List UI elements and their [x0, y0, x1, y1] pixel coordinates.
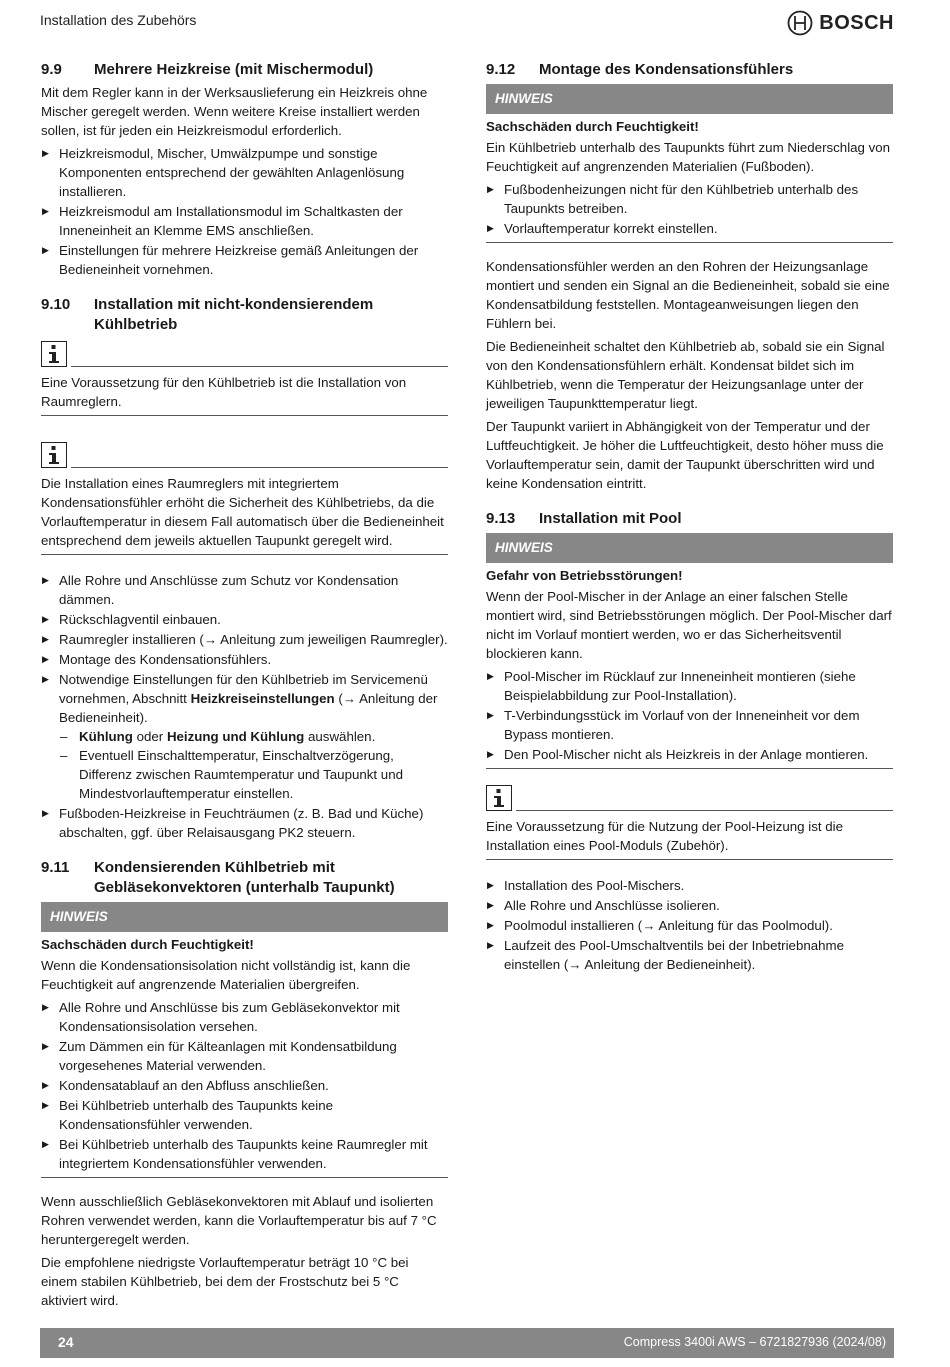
divider [41, 415, 448, 416]
notice-bar: HINWEIS [486, 84, 893, 114]
bullet-list [41, 144, 448, 279]
bullet-list [486, 667, 893, 764]
list-item: ▶ Alle Rohre und Anschlüsse bis zum Gebläsekonvektor mit Kondensationsisolation versehen. [41, 998, 448, 1036]
list-item: ▶ Alle Rohre und Anschlüsse isolieren. [486, 896, 893, 915]
section-heading-9-12 [486, 60, 893, 80]
page-number: 24 [58, 1334, 74, 1350]
paragraph: Kondensationsfühler werden an den Rohren der Heizungsanlage montiert und senden ein Signal an die Bedieneinheit, sobald sie eine Kondensatbildung feststellen. Montageanweisungen liegen den Fühlern bei. [486, 259, 890, 331]
list-item: ▶ Zum Dämmen ein für Kälteanlagen mit Kondensatbildung vorgesehenes Material verwenden. [41, 1037, 448, 1075]
list-item: ▶ T-Verbindungsstück im Vorlauf von der Inneneinheit vor dem Bypass montieren. [486, 706, 893, 744]
list-item: ▶ Raumregler installieren (→ Anleitung zum jeweiligen Raumregler). [41, 630, 448, 649]
info-box-header [41, 341, 448, 367]
list-item: ▶ Heizkreismodul am Installationsmodul im Schaltkasten der Inneneinheit an Klemme EMS anschließen. [41, 202, 448, 240]
info-text: Eine Voraussetzung für den Kühlbetrieb ist die Installation von Raumreglern. [41, 375, 407, 409]
notice-title: Sachschäden durch Feuchtigkeit! [41, 937, 254, 952]
list-item: ▶ Rückschlagventil einbauen. [41, 610, 448, 629]
section-heading-9-13 [486, 509, 893, 529]
list-item: ▶ Montage des Kondensationsfühlers. [41, 650, 448, 669]
sub-item: – Eventuell Einschalttemperatur, Einschaltverzögerung, Differenz zwischen Raumtemperatur und Taupunkt und Mindestvorlauftemperatur einstellen. [59, 746, 448, 803]
list-item: ▶ Kondensatablauf an den Abfluss anschließen. [41, 1076, 448, 1095]
document-id: Compress 3400i AWS – 6721827936 (2024/08) [623, 1335, 886, 1349]
divider [41, 554, 448, 555]
divider [486, 242, 893, 243]
list-item: ▶ Installation des Pool-Mischers. [486, 876, 893, 895]
info-icon [41, 442, 67, 468]
dash-list [59, 727, 448, 803]
section-heading-9-11 [41, 858, 448, 898]
info-box-header [41, 442, 448, 468]
list-item: ▶ Fußboden-Heizkreise in Feuchträumen (z. B. Bad und Küche) abschalten, ggf. über Relaisausgang PK2 steuern. [41, 804, 448, 842]
section-title: Kondensierenden Kühlbetrieb mit Gebläsekonvektoren (unterhalb Taupunkt) [94, 859, 395, 896]
notice-bar: HINWEIS [486, 533, 893, 563]
bosch-logo [787, 10, 894, 36]
list-item: ▶ Vorlauftemperatur korrekt einstellen. [486, 219, 893, 238]
paragraph: Mit dem Regler kann in der Werksauslieferung ein Heizkreis ohne Mischer geregelt werden. Wenn weitere Kreise installiert werden sollen, ist für jeden ein Heizkreismodul erforderlich. [41, 85, 428, 138]
section-number: 9.11 [41, 859, 70, 876]
notice-bar: HINWEIS [41, 902, 448, 932]
section-heading-9-10 [41, 295, 448, 335]
section-number: 9.13 [486, 510, 516, 527]
divider [486, 859, 893, 860]
notice-title: Gefahr von Betriebsstörungen! [486, 568, 683, 583]
list-item: ▶ Einstellungen für mehrere Heizkreise gemäß Anleitungen der Bedieneinheit vornehmen. [41, 241, 448, 279]
section-title: Montage des Kondensationsfühlers [539, 61, 794, 78]
notice-text: Wenn der Pool-Mischer in der Anlage an einer falschen Stelle montiert wird, sind Betriebsstörungen möglich. Der Pool-Mischer darf nicht im Vorlauf montiert werden, wo er das Sicherheitsventil blockieren kann. [486, 589, 892, 661]
list-item: ▶ Alle Rohre und Anschlüsse zum Schutz vor Kondensation dämmen. [41, 571, 448, 609]
bullet-list [486, 876, 893, 974]
list-item: ▶ Bei Kühlbetrieb unterhalb des Taupunkts keine Kondensationsfühler verwenden. [41, 1096, 448, 1134]
footer-bar [40, 1328, 894, 1358]
section-title: Installation mit Pool [539, 510, 682, 527]
section-title: Installation mit nicht-kondensierendem Kühlbetrieb [94, 296, 374, 333]
brand-name: BOSCH [819, 11, 894, 34]
header-title: Installation des Zubehörs [40, 12, 197, 28]
list-item: ▶ Bei Kühlbetrieb unterhalb des Taupunkts keine Raumregler mit integriertem Kondensationsfühler verwenden. [41, 1135, 448, 1173]
list-item: ▶ Poolmodul installieren (→ Anleitung für das Poolmodul). [486, 916, 893, 935]
menu-section-name: Heizkreiseinstellungen [190, 691, 335, 706]
section-title: Mehrere Heizkreise (mit Mischermodul) [94, 61, 374, 78]
notice-text: Wenn die Kondensationsisolation nicht vollständig ist, kann die Feuchtigkeit auf angrenzende Materialien übergreifen. [41, 958, 411, 992]
section-heading-9-9 [41, 60, 448, 80]
section-number: 9.12 [486, 61, 516, 78]
list-item: ▶ Fußbodenheizungen nicht für den Kühlbetrieb unterhalb des Taupunkts betreiben. [486, 180, 893, 218]
right-column [486, 60, 893, 978]
info-text: Eine Voraussetzung für die Nutzung der Pool-Heizung ist die Installation eines Pool-Moduls (Zubehör). [486, 819, 844, 853]
bullet-list [41, 998, 448, 1173]
list-item: ▶ Pool-Mischer im Rücklauf zur Inneneinheit montieren (siehe Beispielabbildung zur Pool-Installation). [486, 667, 893, 705]
paragraph: Der Taupunkt variiert in Abhängigkeit von der Temperatur und der Luftfeuchtigkeit. Je höher die Luftfeuchtigkeit, desto höher muss die Vorlauftemperatur sein, damit der Taupunkt überschritten wird und keine Kondensation eintritt. [486, 419, 884, 491]
paragraph: Die Bedieneinheit schaltet den Kühlbetrieb ab, sobald sie ein Signal von den Kondensationsfühlern erhält. Kondensat bildet sich im Kühlbetrieb, wenn die Temperatur der Heizungsanlage unter der jeweiligen Taupunkttemperatur liegt. [486, 339, 885, 411]
divider [41, 1177, 448, 1178]
info-icon [486, 785, 512, 811]
notice-title: Sachschäden durch Feuchtigkeit! [486, 119, 699, 134]
info-icon [41, 341, 67, 367]
list-item: ▶ Den Pool-Mischer nicht als Heizkreis in der Anlage montieren. [486, 745, 893, 764]
paragraph: Die empfohlene niedrigste Vorlauftemperatur beträgt 10 °C bei einem stabilen Kühlbetrieb, bei dem der Frostschutz bei 5 °C aktiviert wird. [41, 1255, 409, 1308]
info-box-header [486, 785, 893, 811]
notice-text: Ein Kühlbetrieb unterhalb des Taupunkts führt zum Niederschlag von Feuchtigkeit auf angrenzenden Materialien (Fußboden). [486, 140, 891, 174]
left-column [41, 60, 448, 1314]
divider [486, 768, 893, 769]
section-number: 9.10 [41, 296, 71, 313]
list-item: ▶ Laufzeit des Pool-Umschaltventils bei der Inbetriebnahme einstellen (→ Anleitung der Bedieneinheit). [486, 936, 893, 974]
bullet-list [486, 180, 893, 238]
list-item: ▶ Notwendige Einstellungen für den Kühlbetrieb im Servicemenü vornehmen, Abschnitt Heizkreiseinstellungen (→ Anleitung der Bedieneinheit). – Kühlung oder Heizung und Kühlung auswählen. – Eventuell Einschalttemperatur, Einschaltverzögerung, Differenz zwischen Raumtemperatur und Taupunkt und Mindestvorlauftemperatur einstellen. [41, 670, 448, 803]
bosch-armature-icon [787, 10, 813, 36]
section-number: 9.9 [41, 61, 62, 78]
info-text: Die Installation eines Raumreglers mit integriertem Kondensationsfühler erhöht die Sicherheit des Kühlbetriebs, da die Vorlauftemperatur in diesem Fall automatisch über die Bedieneinheit entsprechend dem jeweils aktuellen Taupunkt geregelt wird. [41, 476, 444, 548]
paragraph: Wenn ausschließlich Gebläsekonvektoren mit Ablauf und isolierten Rohren verwendet werden, kann die Vorlauftemperatur bis auf 7 °C heruntergeregelt werden. [41, 1194, 437, 1247]
list-item: ▶ Heizkreismodul, Mischer, Umwälzpumpe und sonstige Komponenten entsprechend der gewählten Anlagenlösung installieren. [41, 144, 448, 201]
bullet-list [41, 571, 448, 842]
sub-item: – Kühlung oder Heizung und Kühlung auswählen. [59, 727, 448, 746]
